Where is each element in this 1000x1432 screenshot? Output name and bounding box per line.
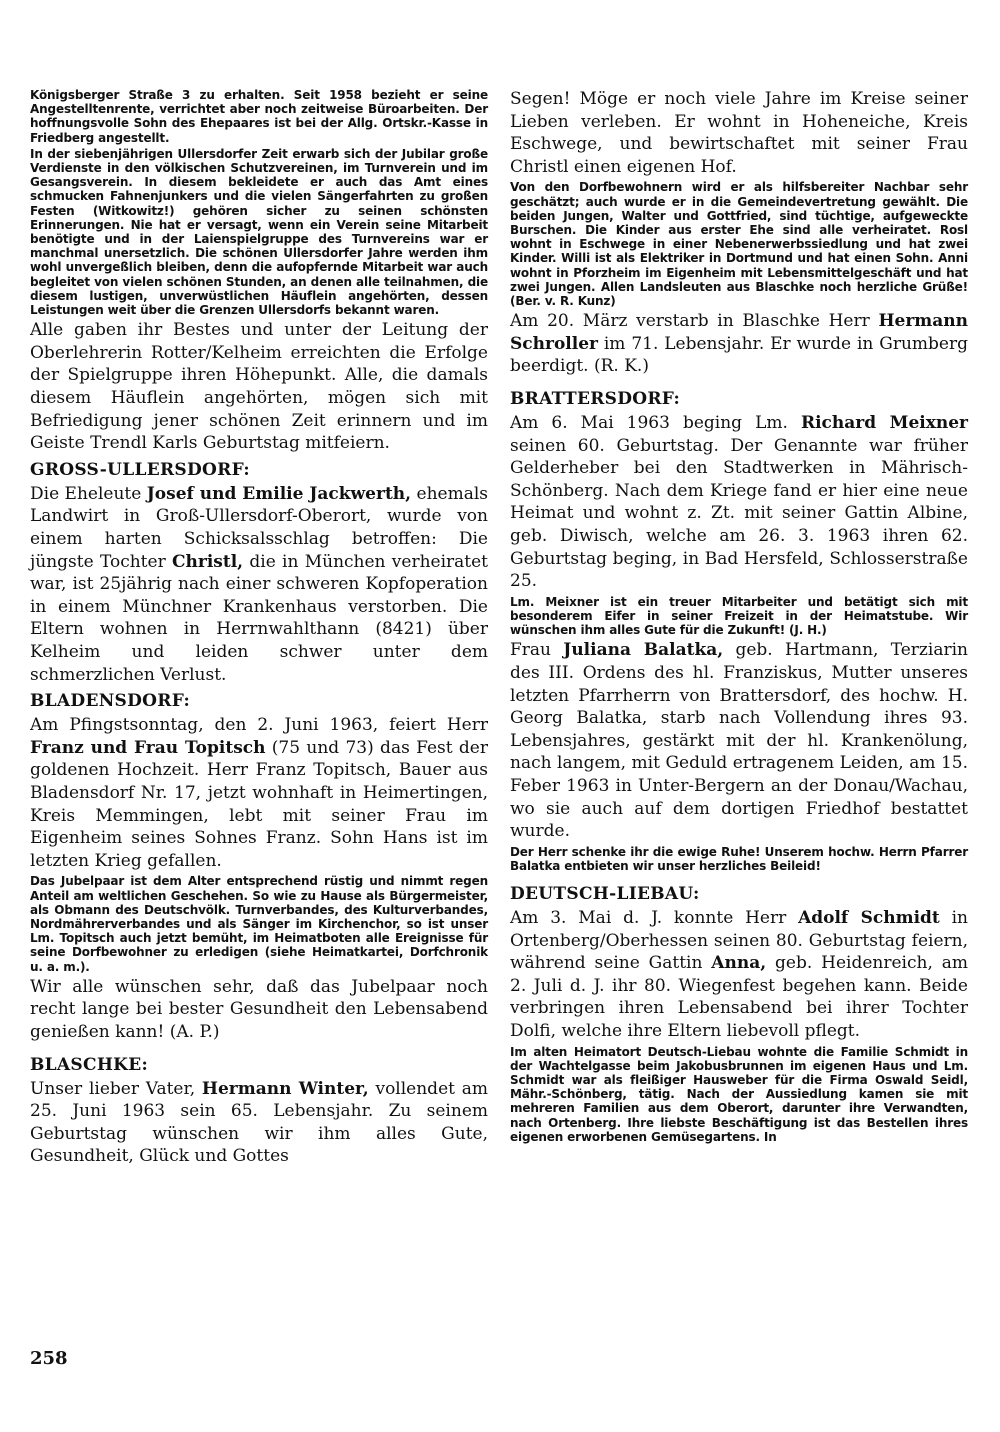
paragraph-brattersdorf-3: Frau Juliana Balatka, geb. Hartmann, Terziarin des III. Ordens des hl. Franziskus, Mutter unseres letzten Pfarrherrn von Brattersdorf, des hochw. H. Georg Balatka, starb nach Vollendung ihres 93. Lebensjahres, gestärkt mit der hl. Krankenölung, nach langem, mit Geduld ertragenem Leiden, am 15. Feber 1963 in Unter-Bergern an der Donau/Wachau, wo sie auch auf dem dortigen Friedhof bestattet wurde. — [510, 640, 968, 842]
paragraph-blaschke: Unser lieber Vater, Hermann Winter, vollendet am 25. Juni 1963 sein 65. Lebensjahr. Zu seinem Geburtstag wünschen wir ihm alles Gute, Gesundheit, Glück und Gottes — [30, 1078, 488, 1167]
heading-brattersdorf: BRATTERSDORF: — [510, 388, 681, 409]
paragraph-left-1: Königsberger Straße 3 zu erhalten. Seit 1958 bezieht er seine Angestelltenrente, verrichtet aber noch zeitweise Büroarbeiten. Der hoffnungsvolle Sohn des Ehepaares ist bei der Allg. Ortskr.-Kasse in Friedberg angestellt. — [30, 88, 488, 145]
paragraph-left-3: Alle gaben ihr Bestes und unter der Leitung der Oberlehrerin Rotter/Kelheim erreichten die Erfolge der Spielgruppe ihren Höhepunkt. Alle, die damals diesem Häuflein angehörten, mögen sich mit Befriedigung jener schönen Zeit erinnern und im Geiste Trendl Karls Geburtstag mitfeiern. — [30, 320, 488, 454]
paragraph-brattersdorf-4: Der Herr schenke ihr die ewige Ruhe! Unserem hochw. Herrn Pfarrer Balatka entbieten wir unser herzliches Beileid! — [510, 844, 968, 873]
paragraph-brattersdorf-2: Lm. Meixner ist ein treuer Mitarbeiter und betätigt sich mit besonderem Eifer in seiner Freizeit in der Heimatstube. Wir wünschen ihm alles Gute für die Zukunft! (J. H.) — [510, 594, 968, 638]
heading-blaschke: BLASCHKE: — [30, 1054, 149, 1075]
paragraph-deutsch-liebau-1: Am 3. Mai d. J. konnte Herr Adolf Schmidt in Ortenberg/Oberhessen seinen 80. Geburtstag feiern, während seine Gattin Anna, geb. Heidenreich, am 2. Juli d. J. ihr 80. Wiegenfest begehen kann. Beide verbringen ihren Lebensabend bei ihrer Tochter Dolfi, welche ihre Eltern liebevoll pflegt. — [510, 908, 968, 1042]
left-column — [30, 88, 488, 1170]
right-column — [510, 88, 968, 1146]
heading-bladensdorf: BLADENSDORF: — [30, 691, 191, 712]
paragraph-deutsch-liebau-2: Im alten Heimatort Deutsch-Liebau wohnte die Familie Schmidt in der Wachtelgasse beim Jakobusbrunnen im eigenen Haus und Lm. Schmidt war als fleißiger Hausweber für die Firma Oswald Seidl, Mähr.-Schönberg, tätig. Nach der Aussiedlung kamen sie mit mehreren Familien aus dem Oberort, darunter ihre Verwandten, nach Ortenberg. Ihre liebste Beschäftigung ist das Bestellen ihres eigenen erworbenen Gemüsegartens. In — [510, 1044, 968, 1144]
page-number: 258 — [30, 1348, 68, 1369]
paragraph-bladensdorf: Am Pfingstsonntag, den 2. Juni 1963, feiert Herr Franz und Frau Topitsch (75 und 73) das Fest der goldenen Hochzeit. Herr Franz Topitsch, Bauer aus Bladensdorf Nr. 17, jetzt wohnhaft in Heimertingen, Kreis Memmingen, lebt mit seiner Frau im Eigenheim seines Sohnes Franz. Sohn Hans ist im letzten Krieg gefallen. — [30, 715, 488, 871]
paragraph-bladensdorf-wishes: Wir alle wünschen sehr, daß das Jubelpaar noch recht lange bei bester Gesundheit den Lebensabend genießen kann! (A. P.) — [30, 976, 488, 1042]
paragraph-right-3: Am 20. März verstarb in Blaschke Herr Hermann Schroller im 71. Lebensjahr. Er wurde in Grumberg beerdigt. (R. K.) — [510, 311, 968, 377]
heading-deutsch-liebau: DEUTSCH-LIEBAU: — [510, 884, 700, 905]
paragraph-brattersdorf-1: Am 6. Mai 1963 beging Lm. Richard Meixner seinen 60. Geburtstag. Der Genannte war früher Gelderheber bei den Stadtwerken in Mährisch-Schönberg. Nach dem Kriege fand er hier eine neue Heimat und wohnt z. Zt. mit seiner Gattin Albine, geb. Diwisch, welche am 26. 3. 1963 ihren 62. Geburtstag beging, in Bad Hersfeld, Schlosserstraße 25. — [510, 412, 968, 592]
paragraph-right-1: Segen! Möge er noch viele Jahre im Kreise seiner Lieben verleben. Er wohnt in Hoheneiche, Kreis Eschwege, und bewirtschaftet mit seiner Frau Christl einen eigenen Hof. — [510, 89, 968, 177]
paragraph-bladensdorf-details: Das Jubelpaar ist dem Alter entsprechend rüstig und nimmt regen Anteil am weltlichen Geschehen. So wie zu Hause als Bürgermeister, als Obmann des Deutschvölk. Turnverbandes, des Kulturverbandes, Nordmährerverbandes und als Sänger im Kirchenchor, so ist unser Lm. Topitsch auch jetzt bemüht, im Heimatboten alle Ereignisse für seine Dorfbewohner zu erledigen (siehe Heimatkartei, Dorfchronik u. a. m.). — [30, 874, 488, 974]
heading-gross-ullersdorf: GROSS-ULLERSDORF: — [30, 459, 250, 480]
paragraph-gross-ullersdorf: Die Eheleute Josef und Emilie Jackwerth, ehemals Landwirt in Groß-Ullersdorf-Oberort, wurde von einem harten Schicksalsschlag betroffen: Die jüngste Tochter Christl, die in München verheiratet war, ist 25jährig nach einer schweren Kopfoperation in einem Münchner Krankenhaus verstorben. Die Eltern wohnen in Herrnwahlthann (8421) über Kelheim und leiden schwer unter dem schmerzlichen Verlust. — [30, 483, 489, 685]
paragraph-right-2: Von den Dorfbewohnern wird er als hilfsbereiter Nachbar sehr geschätzt; auch wurde er in die Gemeindevertretung gewählt. Die beiden Jungen, Walter und Gottfried, sind tüchtige, aufgeweckte Burschen. Die Kinder aus erster Ehe sind alle verheiratet. Rosl wohnt in Eschwege in einer Nebenerwerbssiedlung und hat zwei Kinder. Willi ist als Elektriker in Dortmund und hat einen Sohn. Anni wohnt in Pforzheim im Eigenheim mit Lebensmittelgeschäft und hat zwei Jungen. Allen Landsleuten aus Blaschke noch herzliche Grüße! (Ber. v. R. Kunz) — [510, 180, 968, 308]
paragraph-left-2: In der siebenjährigen Ullersdorfer Zeit erwarb sich der Jubilar große Verdienste in den völkischen Schutzvereinen, im Turnverein und im Gesangsverein. In diesem bekleidete er auch das Amt eines schmucken Fahnenjunkers und die vielen Sängerfahrten zu großen Festen (Witkowitz!) gehören sicher zu seinen schönsten Erinnerungen. Nie hat er versagt, wenn ein Verein seine Mitarbeit benötigte und in der Laienspielgruppe des Turnvereins war er manchmal unersetzlich. Die schönen Ullersdorfer Jahre werden ihm wohl unvergeßlich bleiben, denn die aufopfernde Mitarbeit war auch begleitet von vielen schönen Stunden, an denen alle teilnahmen, die diesem lustigen, unverwüstlichen Häuflein angehörten, dessen Leistungen weit über die Grenzen Ullersdorfs bekannt waren. — [30, 146, 488, 318]
